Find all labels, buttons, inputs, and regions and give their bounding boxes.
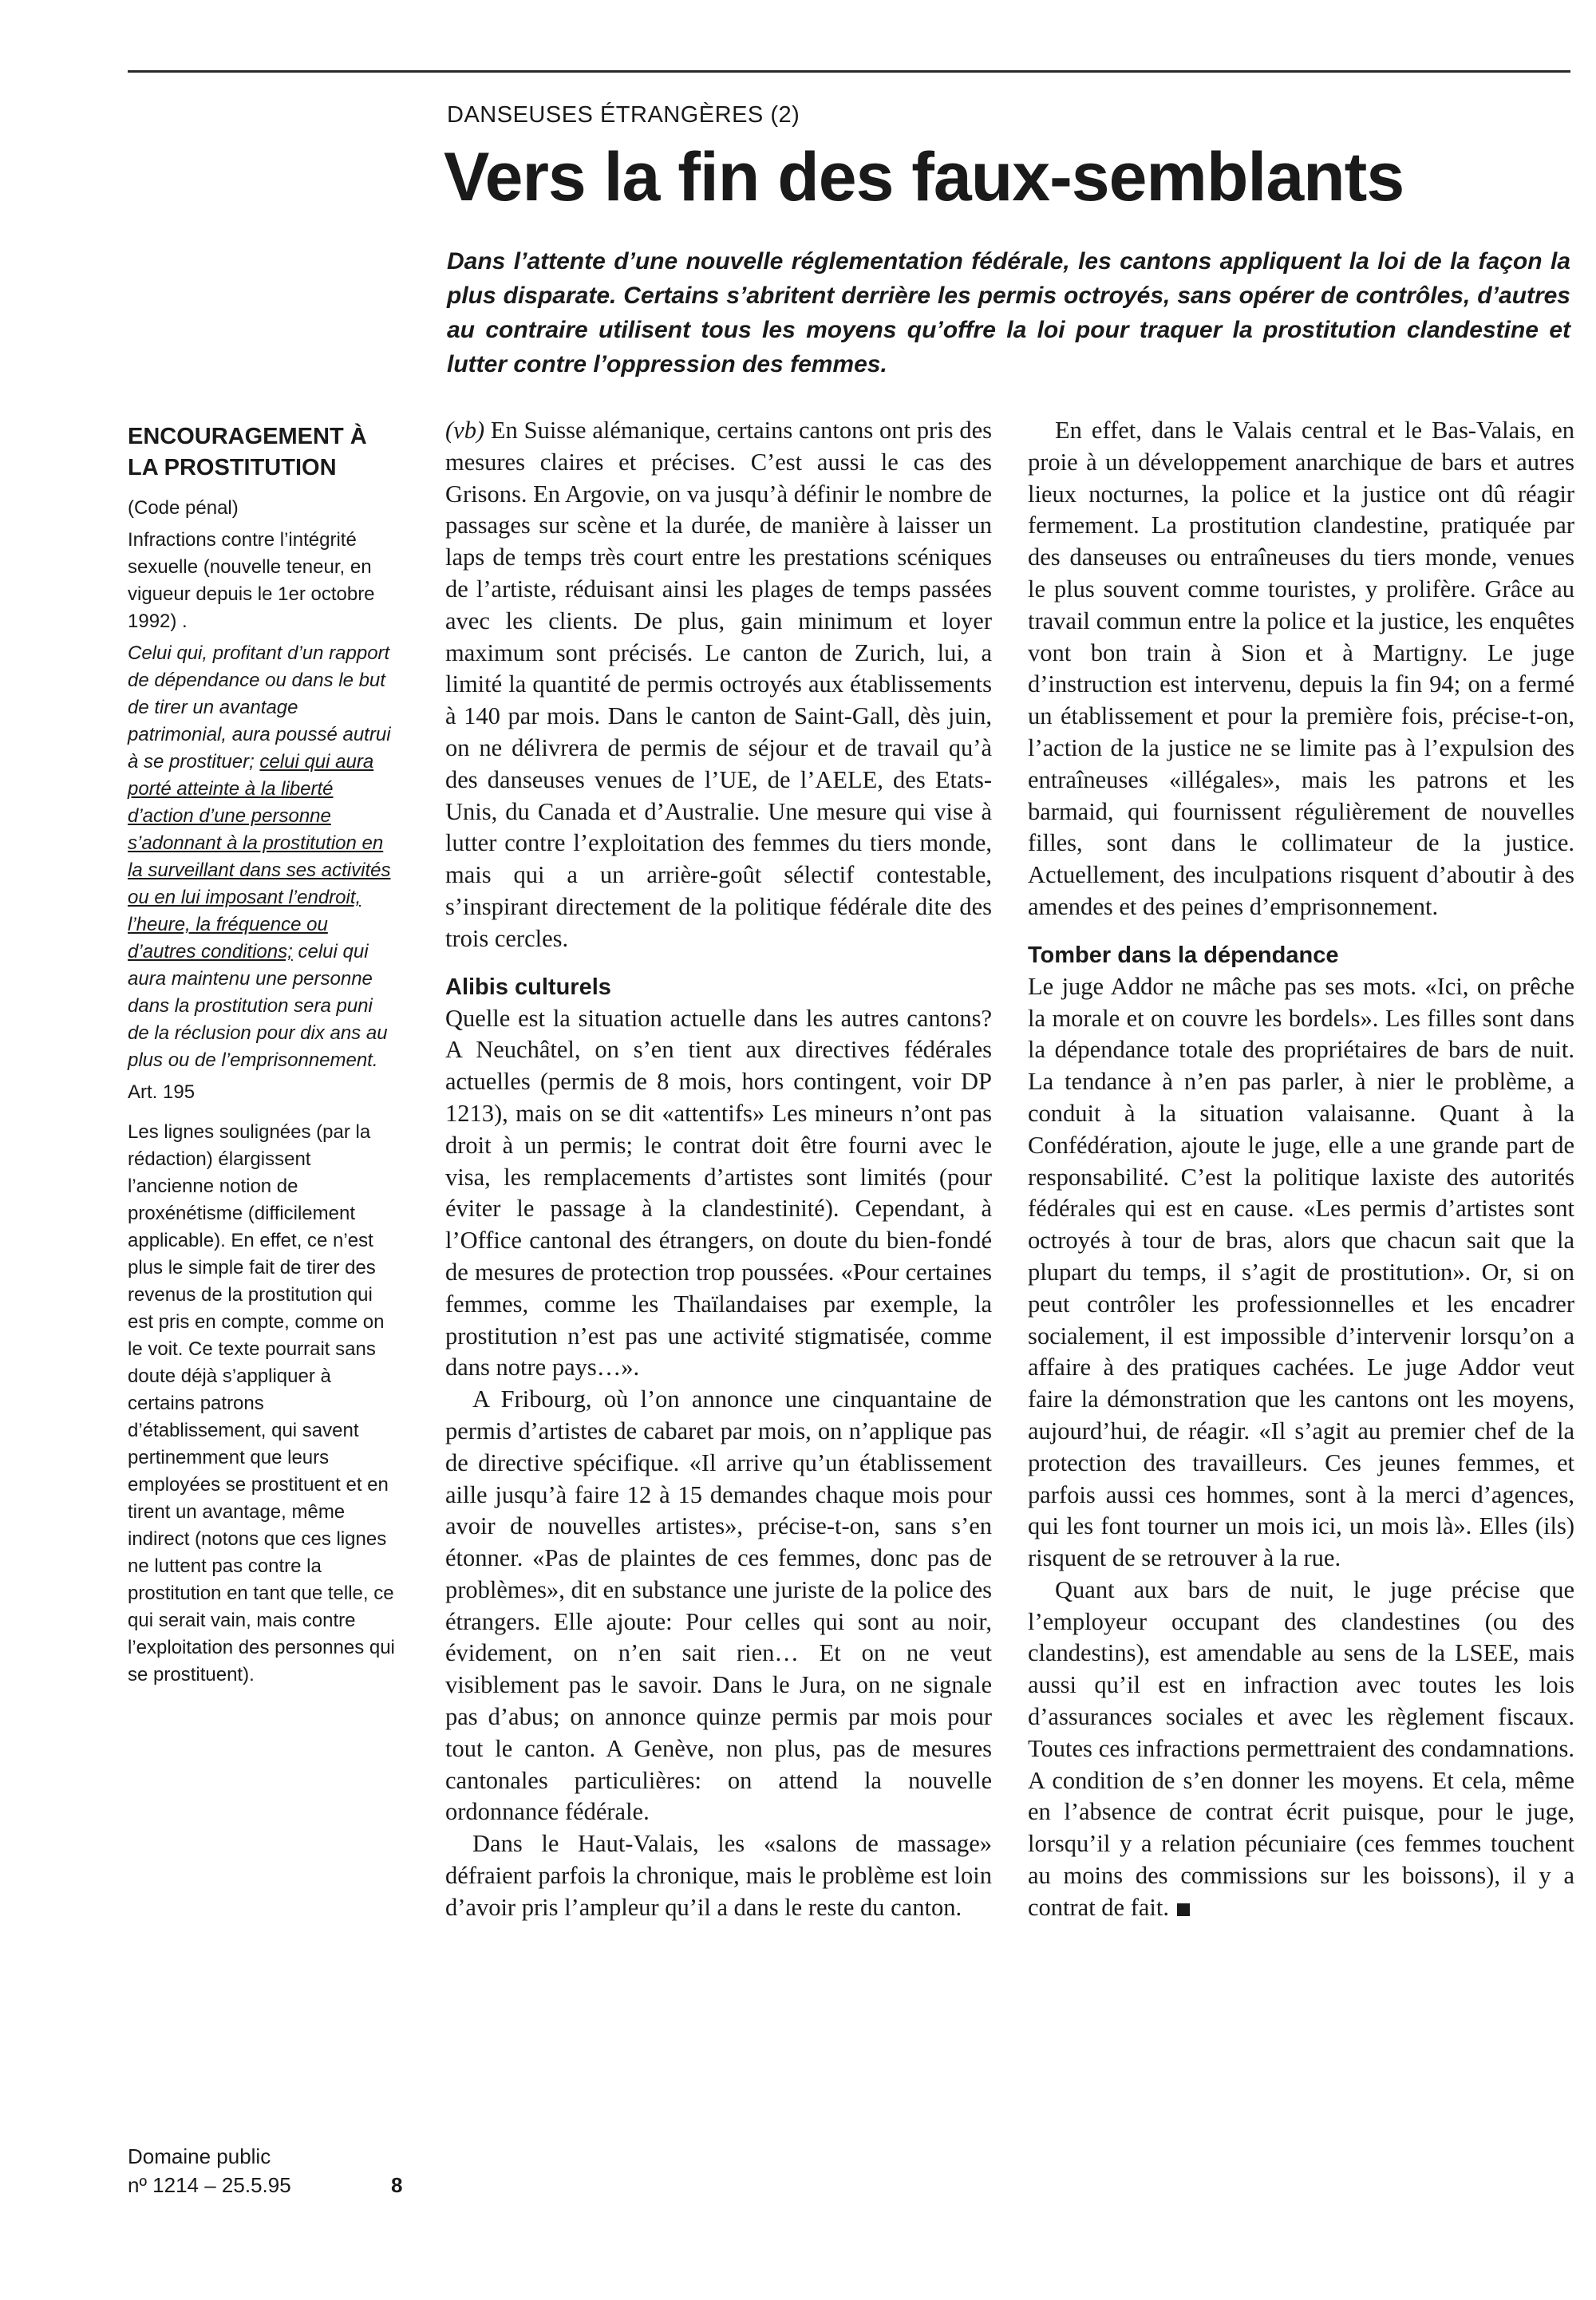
column-2 xyxy=(1028,415,1574,1924)
sidebar-intro: Infractions contre l’intégrité sexuelle (nouvelle teneur, en vigueur depuis le 1er octobre 1992) . xyxy=(128,529,375,632)
law-part-2: celui qui aura maintenu une personne dans la prostitution sera puni de la réclusion pour dix ans au plus ou de l’emprisonnement. xyxy=(128,941,388,1071)
kicker: DANSEUSES ÉTRANGÈRES (2) xyxy=(447,102,800,128)
lead-paragraph: Dans l’attente d’une nouvelle réglementation fédérale, les cantons appliquent la loi de la façon la plus disparate. Certains s’abritent derrière les permis octroyés, sans opérer de contrôles, d’autres au contraire utilisent tous les moyens qu’offre la loi pour traquer la prostitution clandestine et lutter contre l’oppression des femmes. xyxy=(447,248,1570,377)
page-number: 8 xyxy=(391,2173,403,2197)
col1-paragraph-4: Dans le Haut-Valais, les «salons de massage» défraient parfois la chronique, mais le problème est loin d’avoir pris l’ampleur qu’il a dans le reste du canton. xyxy=(445,1830,992,1921)
sidebar-source: (Code pénal) xyxy=(128,497,239,519)
col1-paragraph-3: A Fribourg, où l’on annonce une cinquantaine de permis d’artistes de cabaret par mois, on n’applique pas de directive spécifique. «Il arrive qu’un établissement aille jusqu’à faire 12 à 15 demandes chaque mois pour avoir de nouvelles artistes», précise-t-on, sans s’en étonner. «Pas de plaintes de ces femmes, donc pas de problèmes», dit en substance une juriste de la police des étrangers. Elle ajoute: Pour celles qui sont au noir, évidement, on n’en sait rien… Et on ne veut visiblement pas le savoir. Dans le Jura, on ne signale pas d’abus; on annonce quinze permis par mois pour tout le canton. A Genève, non plus, pas de mesures cantonales particulières: on attend la nouvelle ordonnance fédérale. xyxy=(445,1385,992,1826)
col1-paragraph-2: Quelle est la situation actuelle dans les autres cantons? A Neuchâtel, on s’en tient aux directives fédérales actuelles (permis de 8 mois, hors contingent, voir DP 1213), mais on se dit «attentifs» Les mineurs n’ont pas droit à un permis; le contrat doit être fourni avec le visa, les remplacements d’artistes sont limités (pour éviter le passage à la clandestinité). Cependant, à l’Office cantonal des étrangers, on doute du bien-fondé de mesures de protection trop poussées. «Pour certaines femmes, comme les Thaïlandaises par exemple, la prostitution n’est pas une activité stigmatisée, comme dans notre pays…». xyxy=(445,1004,992,1381)
column-1 xyxy=(445,415,992,1924)
col2-paragraph-2: Le juge Addor ne mâche pas ses mots. «Ici, on prêche la morale et on couvre les bordels». Les filles sont dans la dépendance totale des propriétaires de bars de nuit. La tendance à n’en pas parler, à nier le problème, a conduit à la situation valaisanne. Quant à la Confédération, ajoute le juge, elle a une grande part de responsabilité. C’est la politique laxiste des autorités fédérales qui est en cause. «Les permis d’artistes sont octroyés à tour de bras, alors que chacun sait que la plupart du temps, il s’agit de prostitution». Or, si on peut contrôler les professionnelles et les encadrer socialement, il est impossible d’intervenir lorsqu’on a affaire à des pratiques cachées. Le juge Addor veut faire la démonstration que les cantons ont les moyens, aujourd’hui, de réagir. «Il s’agit au premier chef de la protection des travailleurs. Ces jeunes femmes, et parfois aussi ces hommes, sont à la merci d’agences, qui les font tourner un mois ici, un mois là». Elles (ils) risquent de se retrouver à la rue. xyxy=(1028,972,1574,1572)
byline: (vb) xyxy=(445,417,485,444)
sidebar-box xyxy=(128,421,397,1693)
sidebar-article-ref: Art. 195 xyxy=(128,1081,196,1103)
end-of-article-mark xyxy=(1177,1903,1190,1916)
sidebar-law-text xyxy=(128,640,397,1074)
top-rule xyxy=(128,70,1570,73)
col2-paragraph-3: Quant aux bars de nuit, le juge précise que l’employeur occupant des clandestines (ou des clandestins), est amendable au sens de la LSEE, mais aussi qu’il est en infraction avec toutes les lois d’assurances sociales et avec les règlement fiscaux. Toutes ces infractions permettraient des condamnations. A condition de s’en donner les moyens. Et cela, même en l’absence de contrat écrit puisque, pour le juge, lorsqu’il y a relation pécuniaire (ces femmes touchent au moins des commissions sur les boissons), il y a contrat de fait. xyxy=(1028,1575,1574,1921)
publication-name: Domaine public xyxy=(128,2144,271,2168)
publication-footer xyxy=(128,2142,291,2199)
subheading-alibis: Alibis culturels xyxy=(445,974,611,1000)
subheading-dependance: Tomber dans la dépendance xyxy=(1028,942,1339,968)
issue-info: nº 1214 – 25.5.95 xyxy=(128,2173,291,2197)
law-underlined: celui qui aura porté atteinte à la liberté d’action d’une personne s’adonnant à la prostitution en la surveillant dans ses activités ou en lui imposant l’endroit, l’heure, la fréquence ou d’autres conditions; xyxy=(128,751,391,962)
article-title: Vers la fin des faux-semblants xyxy=(444,139,1404,215)
law-part-1: Celui qui, profitant d’un rapport de dépendance ou dans le but de tirer un avantage patrimonial, aura poussé autrui à se prostituer; xyxy=(128,642,391,773)
col2-paragraph-1: En effet, dans le Valais central et le Bas-Valais, en proie à un développement anarchique de bars et autres lieux nocturnes, la police et la justice ont dû réagir fermement. La prostitution clandestine, pratiquée par des danseuses ou entraîneuses du tiers monde, venues le plus souvent comme touristes, y prolifère. Grâce au travail commun entre la police et la justice, les enquêtes vont bon train à Sion et à Martigny. Le juge d’instruction est intervenu, depuis la fin 94; on a fermé un établissement et pour la première fois, précise-t-on, l’action de la justice ne se limite pas à l’expulsion des entraîneuses «illégales», mais les patrons et les barmaid, qui fournissent régulièrement de nouvelles filles, sont dans le collimateur de la justice. Actuellement, des inculpations risquent d’aboutir à des amendes et des peines d’emprisonnement. xyxy=(1028,417,1574,920)
sidebar-heading: ENCOURAGEMENT À LA PROSTITUTION xyxy=(128,424,367,480)
sidebar-comment: Les lignes soulignées (par la rédaction) élargissent l’ancienne notion de proxénétisme (difficilement applicable). En effet, ce n’est plus le simple fait de tirer des revenus de la prostitution qui est pris en compte, comme on le voit. Ce texte pourrait sans doute déjà s’appliquer à certains patrons d’établissement, qui savent pertinemment que leurs employées se prostituent et en tirent un avantage, même indirect (notons que ces lignes ne luttent pas contre la prostitution en tant que telle, ce qui serait vain, mais contre l’exploitation des personnes qui se prostituent). xyxy=(128,1121,395,1685)
col1-paragraph-1: (vb) En Suisse alémanique, certains cantons ont pris des mesures claires et précises. C’est aussi le cas des Grisons. En Argovie, on va jusqu’à définir le nombre de passages sur scène et la durée, de manière à laisser un laps de temps très court entre les prestations scéniques de l’artiste, réduisant ainsi les plages de temps passées avec les clients. De plus, gain minimum et loyer maximum sont précisés. Le canton de Zurich, lui, a limité la quantité de permis octroyés aux établissements à 140 par mois. Dans le canton de Saint-Gall, dès juin, on ne délivrera de permis de séjour et de travail qu’à des danseuses venues de l’UE, de l’AELE, des Etats-Unis, du Canada et d’Australie. Une mesure qui vise à lutter contre l’exploitation des femmes du tiers monde, mais qui a un arrière-goût sélectif contestable, s’inspirant directement de la politique fédérale dite des trois cercles. xyxy=(445,417,992,952)
